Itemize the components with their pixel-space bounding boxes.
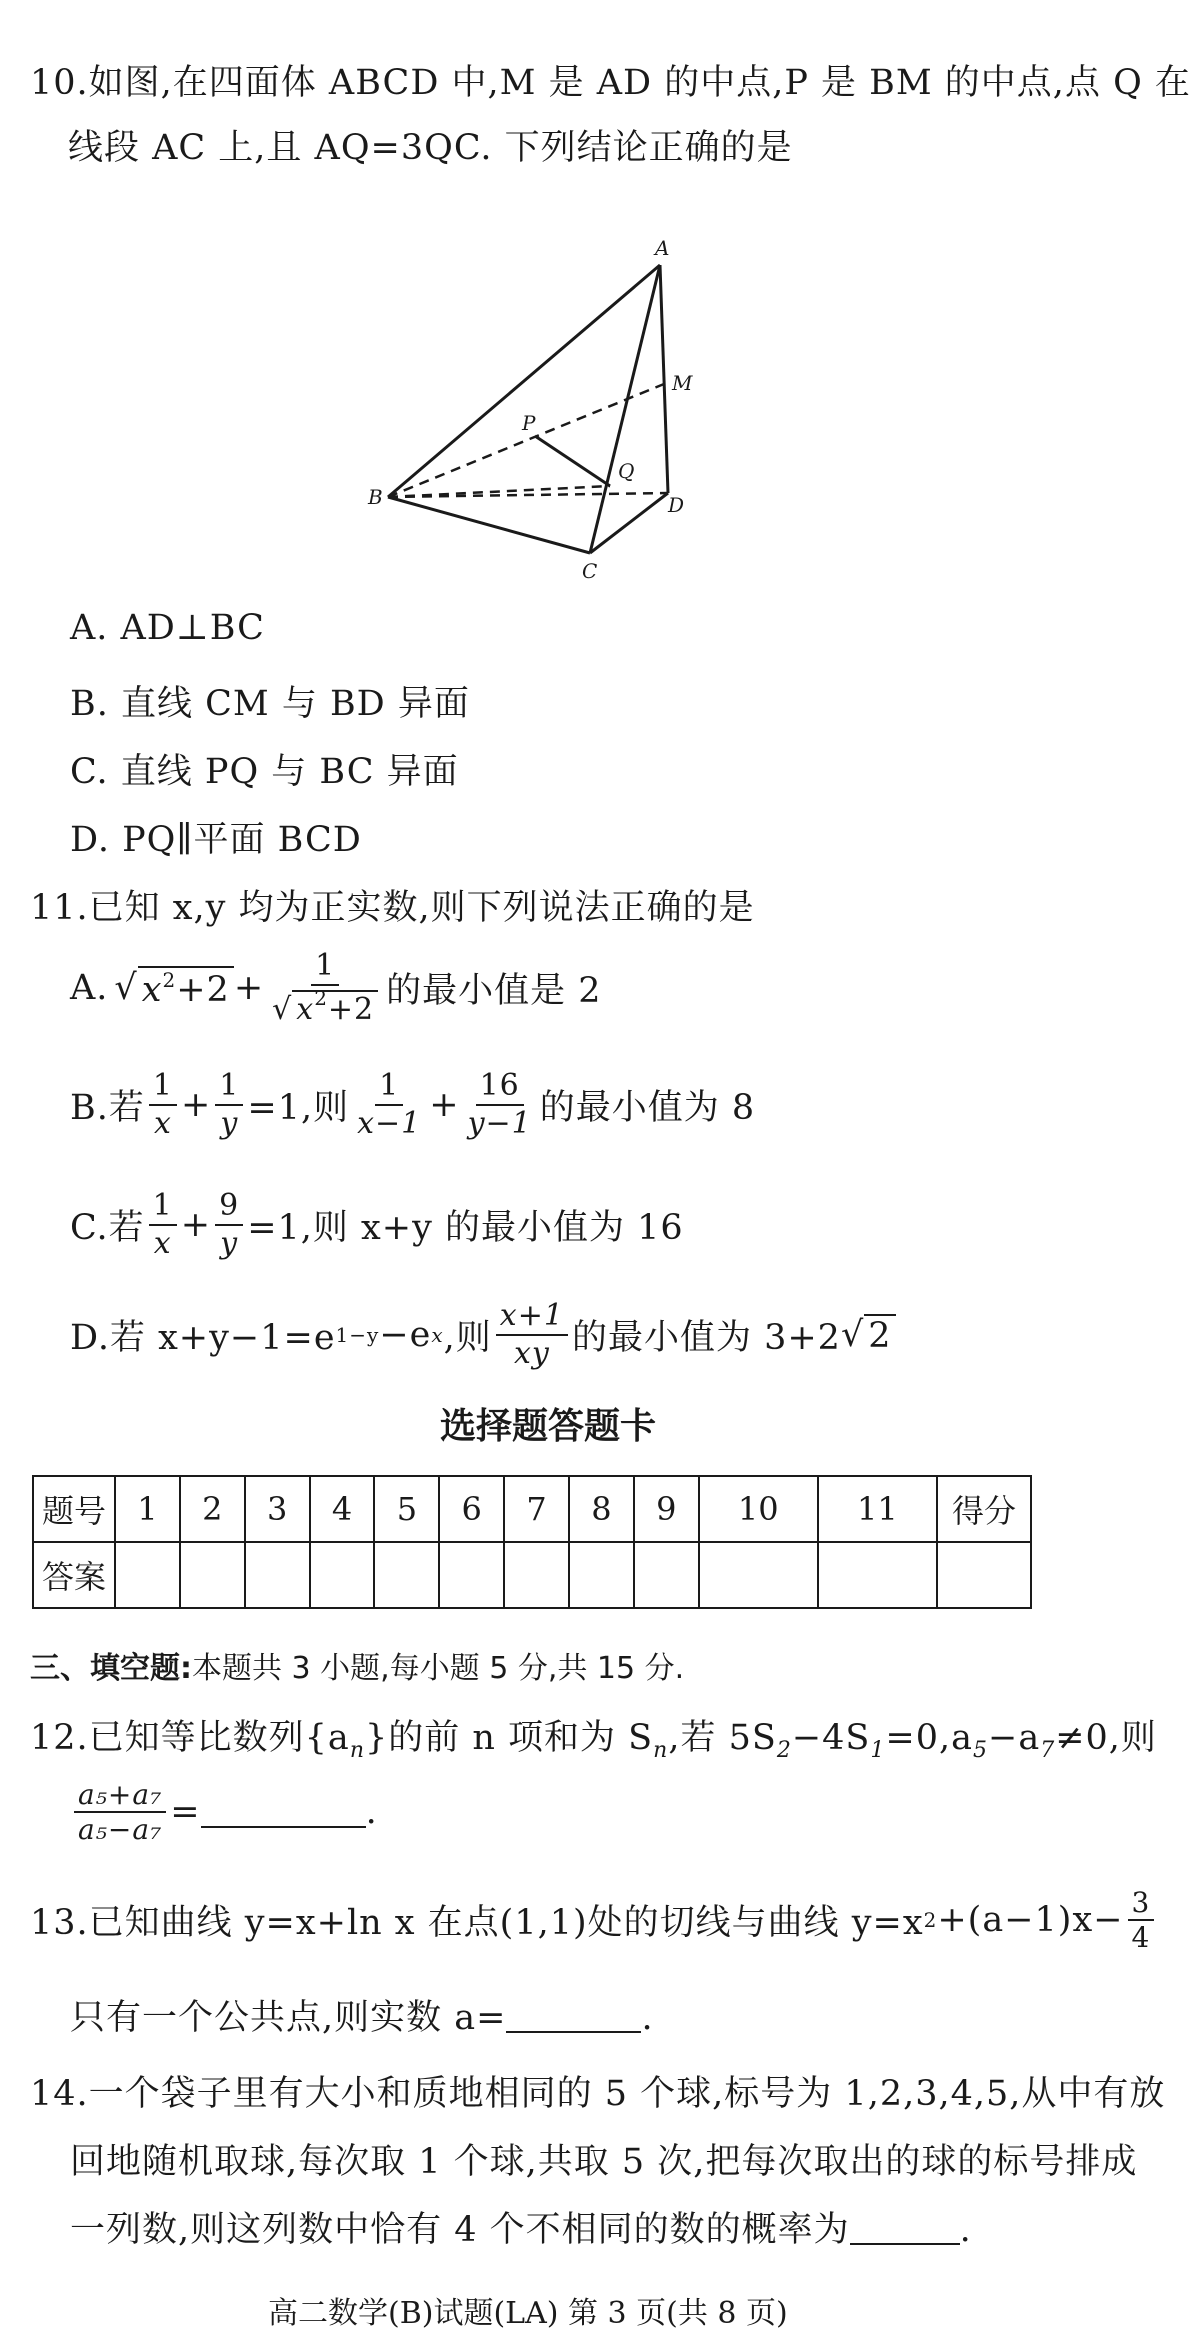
q14-stem-line3: 一列数,则这列数中恰有 4 个不相同的数的概率为 . [70,2210,972,2250]
page-footer: 高二数学(B)试题(LA) 第 3 页(共 8 页) [268,2296,788,2331]
q11-stem: 11.已知 x,y 均为正实数,则下列说法正确的是 [30,888,755,928]
label-a: A [655,236,670,260]
label-d: D [668,493,685,517]
q13-answer-blank[interactable] [506,2001,641,2033]
question-number-cell: 11 [818,1476,937,1542]
label-p: P [522,411,536,435]
label-q: Q [618,459,635,483]
edge-ad [660,265,668,493]
q12-stem-line1: 12.已知等比数列$\{a_n\}$的前 n 项和为 $S_n$,若 $5S_2-4S_1=0,a_5-a_7\ne 0$,则 [30,1718,1157,1763]
q14-answer-blank[interactable] [850,2213,960,2245]
q10-stem-line1: 10.如图,在四面体 ABCD 中,M 是 AD 的中点,P 是 BM 的中点,点 Q 在 [30,63,1191,103]
sqrt-term: $x^2+2$ [138,966,234,1010]
q12-stem-line2: $\frac{\text{a₅+a₇}}{\text{a₅−a₇}}$ = . [70,1780,378,1845]
answer-cell[interactable] [310,1542,375,1608]
question-number-cell: 6 [439,1476,504,1542]
answer-cell[interactable] [245,1542,310,1608]
q11-option-b: B.若 $\frac{1}{x}$ + $\frac{1}{y}$ =1,则 $\frac{1}{x-1}$ + $\frac{16}{y-1}$ 的最小值为 8 [70,1068,756,1141]
question-number-cell: 1 [115,1476,180,1542]
label-m: M [672,371,693,395]
question-number-cell: 10 [699,1476,818,1542]
question-number-cell: 5 [374,1476,439,1542]
answer-cell[interactable] [115,1542,180,1608]
frac-a: $\frac{1}{√ x^2+2}$ [268,950,382,1025]
score-cell[interactable] [937,1542,1031,1608]
answer-cell[interactable] [504,1542,569,1608]
answer-cell[interactable] [699,1542,818,1608]
question-number-cell: 2 [180,1476,245,1542]
score-head-cell: 得分 [937,1476,1031,1542]
question-number-cell: 3 [245,1476,310,1542]
q11-option-c: C.若 $\frac{1}{x}$ + $\frac{9}{y}$ =1,则 x+y 的最小值为 16 [70,1188,684,1261]
tetrahedron-figure [0,0,1080,620]
q13-stem-line1: 13.已知曲线 y=x+ln x 在点(1,1)处的切线与曲线 y=x 2 +(a−1)x− $\frac{3}{4}$ [30,1888,1158,1953]
answer-card-table [32,1475,1032,1609]
answer-cell[interactable] [569,1542,634,1608]
answer-cell[interactable] [374,1542,439,1608]
label-b: B [368,485,383,509]
table-row [33,1542,1031,1608]
question-number-cell: 7 [504,1476,569,1542]
q11-option-a: A. √ $x^2+2$ + $\frac{1}{√ x^2+2}$ 的最小值是 2 [70,948,602,1027]
answer-card-title: 选择题答题卡 [440,1406,657,1447]
q14-stem-line2: 回地随机取球,每次取 1 个球,共取 5 次,把每次取出的球的标号排成 [70,2142,1138,2182]
table-row [33,1476,1031,1542]
q13-stem-line2: 只有一个公共点,则实数 a= . [70,1998,654,2038]
question-number-cell: 9 [634,1476,699,1542]
q10-stem-line2: 线段 AC 上,且 AQ=3QC. 下列结论正确的是 [68,128,793,168]
q10-option-a: A. AD⊥BC [70,608,265,648]
question-number-cell: 4 [310,1476,375,1542]
row-head-number: 题号 [33,1476,115,1542]
label-c: C [582,559,598,583]
q10-option-c: C. 直线 PQ 与 BC 异面 [70,752,459,792]
segment-pq [535,436,610,486]
row-head-answer: 答案 [33,1542,115,1608]
question-number-cell: 8 [569,1476,634,1542]
q11-option-d: D.若 x+y−1=e 1−y −e x ,则 $\frac{x+1}{xy}$ 的最小值为 3+2 √ 2 [70,1300,896,1369]
q10-option-b: B. 直线 CM 与 BD 异面 [70,684,470,724]
answer-cell[interactable] [634,1542,699,1608]
answer-cell[interactable] [439,1542,504,1608]
q12-answer-blank[interactable] [201,1796,366,1828]
answer-cell[interactable] [818,1542,937,1608]
edge-bc [388,497,590,553]
answer-cell[interactable] [180,1542,245,1608]
section3-heading: 三、填空题:本题共 3 小题,每小题 5 分,共 15 分. [30,1651,685,1686]
q14-stem-line1: 14.一个袋子里有大小和质地相同的 5 个球,标号为 1,2,3,4,5,从中有放 [30,2074,1166,2114]
q10-option-d: D. PQ∥平面 BCD [70,820,362,860]
